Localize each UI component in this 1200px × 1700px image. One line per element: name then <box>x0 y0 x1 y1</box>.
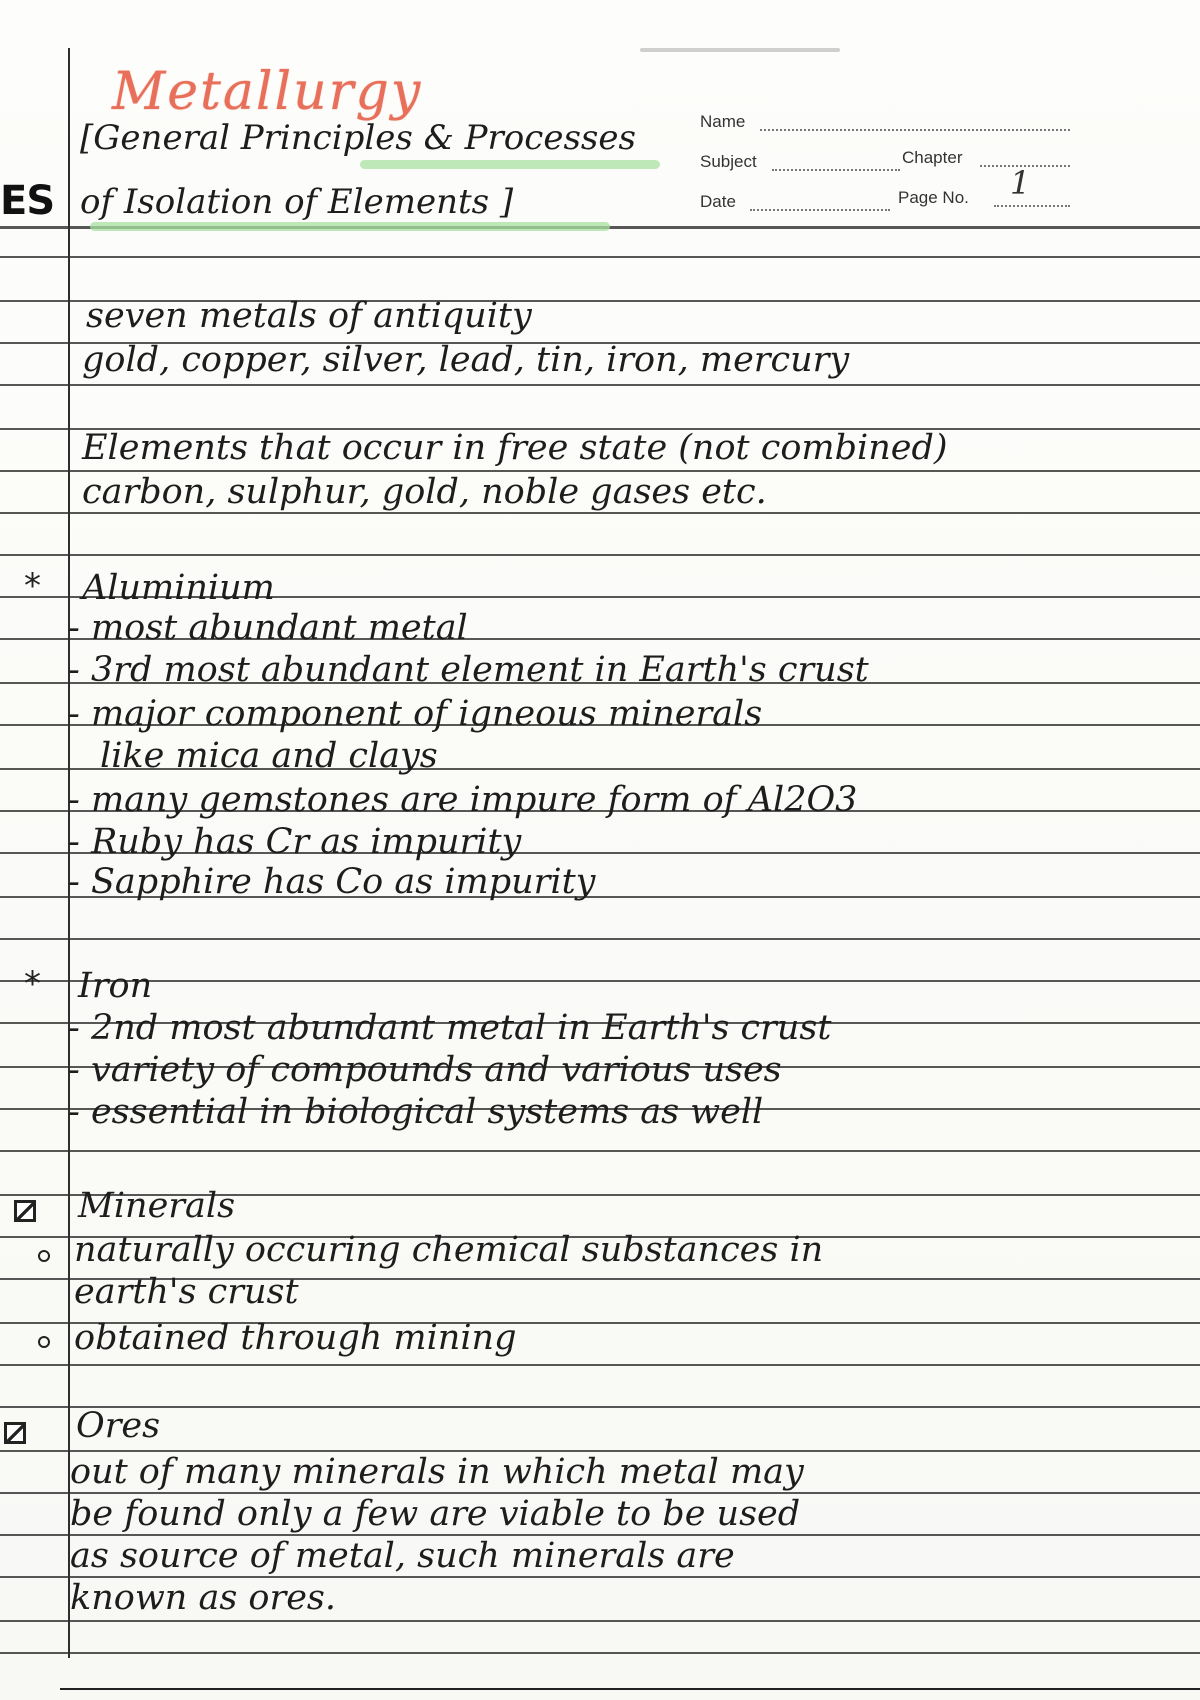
ores-text-line: as source of metal, such minerals are <box>70 1536 735 1576</box>
chapter-label: Chapter <box>902 148 963 167</box>
asterisk-marker: * <box>24 566 41 606</box>
date-label: Date <box>700 192 736 211</box>
iron-point: - essential in biological systems as well <box>68 1092 764 1132</box>
minerals-heading: Minerals <box>78 1186 236 1226</box>
checkbox-icon <box>14 1200 36 1222</box>
page-number: 1 <box>1010 164 1031 202</box>
iron-heading: Iron <box>78 966 153 1006</box>
aluminium-point: - 3rd most abundant element in Earth's crust <box>68 650 869 690</box>
iron-point: - 2nd most abundant metal in Earth's crust <box>68 1008 832 1048</box>
antiquity-heading: seven metals of antiquity <box>86 296 532 336</box>
ores-text-line: out of many minerals in which metal may <box>70 1452 804 1492</box>
aluminium-point: - major component of igneous minerals <box>68 694 763 734</box>
aluminium-point: - most abundant metal <box>68 608 468 648</box>
free-state-heading: Elements that occur in free state (not combined) <box>82 428 948 468</box>
date-field <box>750 208 890 211</box>
subject-field <box>772 168 900 171</box>
aluminium-point: - Ruby has Cr as impurity <box>68 822 522 862</box>
aluminium-point: - Sapphire has Co as impurity <box>68 862 596 902</box>
page-title: Metallurgy <box>112 62 423 122</box>
subject-label: Subject <box>700 152 757 171</box>
bullet-circle-icon <box>38 1250 50 1262</box>
page-no-field <box>994 204 1070 207</box>
minerals-point: obtained through mining <box>74 1318 517 1358</box>
subtitle-line-2: of Isolation of Elements ] <box>80 182 514 222</box>
aluminium-point: - many gemstones are impure form of Al2O3 <box>68 780 858 820</box>
ores-text-line: be found only a few are viable to be used <box>70 1494 801 1534</box>
cut-off-text: ES <box>0 178 55 224</box>
ores-text-line: known as ores. <box>70 1578 337 1618</box>
name-field <box>760 128 1070 131</box>
iron-point: - variety of compounds and various uses <box>68 1050 782 1090</box>
minerals-point: earth's crust <box>74 1272 299 1312</box>
page-no-label: Page No. <box>898 188 969 207</box>
minerals-point: naturally occuring chemical substances in <box>74 1230 824 1270</box>
bullet-circle-icon <box>38 1336 50 1348</box>
highlight-stroke <box>360 160 660 169</box>
aluminium-point: like mica and clays <box>100 736 438 776</box>
asterisk-marker: * <box>24 964 41 1004</box>
free-state-text: carbon, sulphur, gold, noble gases etc. <box>82 472 767 512</box>
subtitle-line-1: [General Principles & Processes <box>80 118 636 158</box>
ores-heading: Ores <box>76 1406 161 1446</box>
highlight-stroke <box>90 222 610 231</box>
page-bottom-edge <box>60 1688 1200 1690</box>
aluminium-heading: Aluminium <box>82 568 275 608</box>
name-label: Name <box>700 112 746 131</box>
antiquity-text: gold, copper, silver, lead, tin, iron, mercury <box>82 340 850 380</box>
checkbox-icon <box>4 1422 26 1444</box>
